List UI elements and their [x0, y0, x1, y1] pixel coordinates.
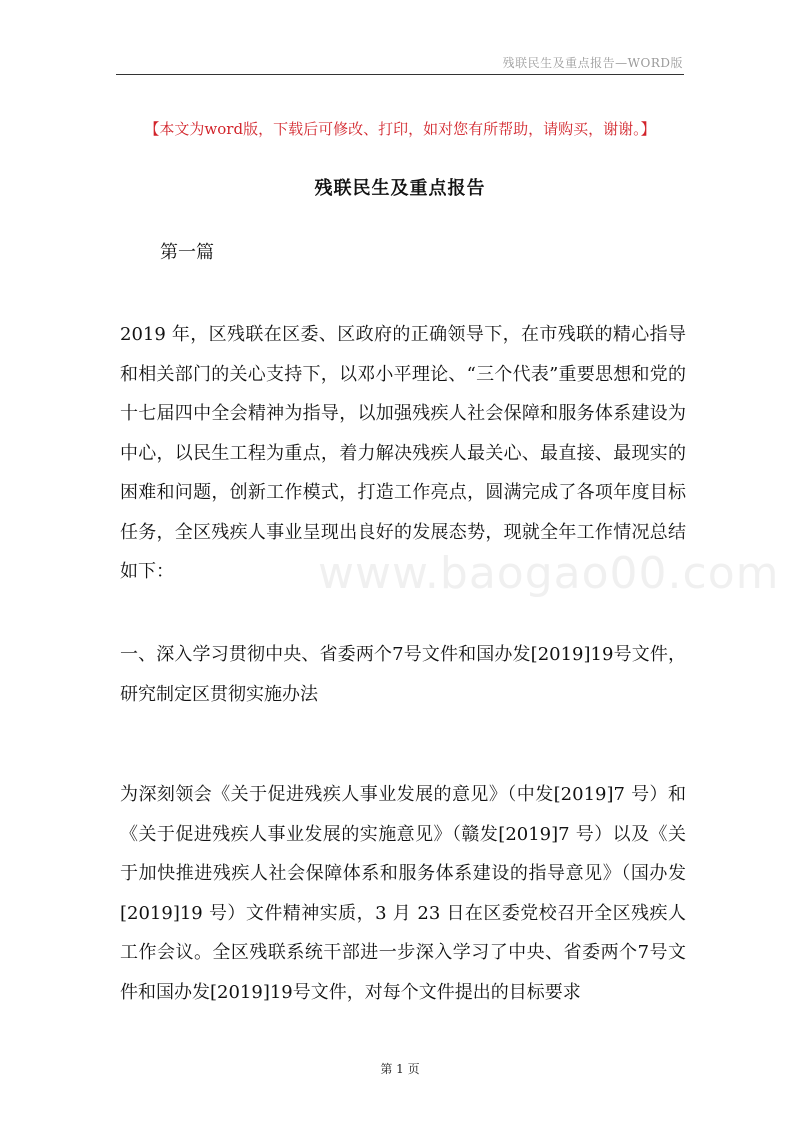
document-title: 残联民生及重点报告 — [314, 178, 486, 199]
page-number: 第 1 页 — [380, 1062, 420, 1076]
body-paragraph: 2019 年，区残联在区委、区政府的正确领导下，在市残联的精心指导和相关部门的关心支持下，以邓小平理论、“三个代表”重要思想和党的十七届四中全会精神为指导，以加强残疾人社会保障和服务体系建设为中心，以民生工程为重点，着力解决残疾人最关心、最直接、最现实的困难和问题，创新工作模式，打造工作亮点，圆满完成了各项年度目标任务，全区残疾人事业呈现出良好的发展态势，现就全年工作情况总结如下： — [120, 324, 686, 582]
header-divider — [116, 74, 684, 75]
section-heading-paragraph: 一、深入学习贯彻中央、省委两个7号文件和国办发[2019]19号文件，研究制定区贯彻实施办法 — [120, 644, 686, 705]
download-notice: 【本文为word版，下载后可修改、打印，如对您有所帮助，请购买，谢谢。】 — [144, 120, 656, 138]
running-header: 残联民生及重点报告—WORD版 — [502, 56, 683, 70]
section-label: 第一篇 — [160, 242, 214, 263]
watermark: www.baogao00.com — [318, 548, 780, 599]
body-paragraph: 为深刻领会《关于促进残疾人事业发展的意见》（中发[2019]7 号）和《关于促进残疾人事业发展的实施意见》（赣发[2019]7 号）以及《关于加快推进残疾人社会保障体系和服务体系建设的指导意见》（国办发[2019]19 号）文件精神实质，3 月 23 日在区委党校召开全区残疾人工作会议。全区残联系统干部进一步深入学习了中央、省委两个7号文件和国办发[2019]19号文件，对每个文件提出的目标要求 — [120, 784, 686, 1003]
